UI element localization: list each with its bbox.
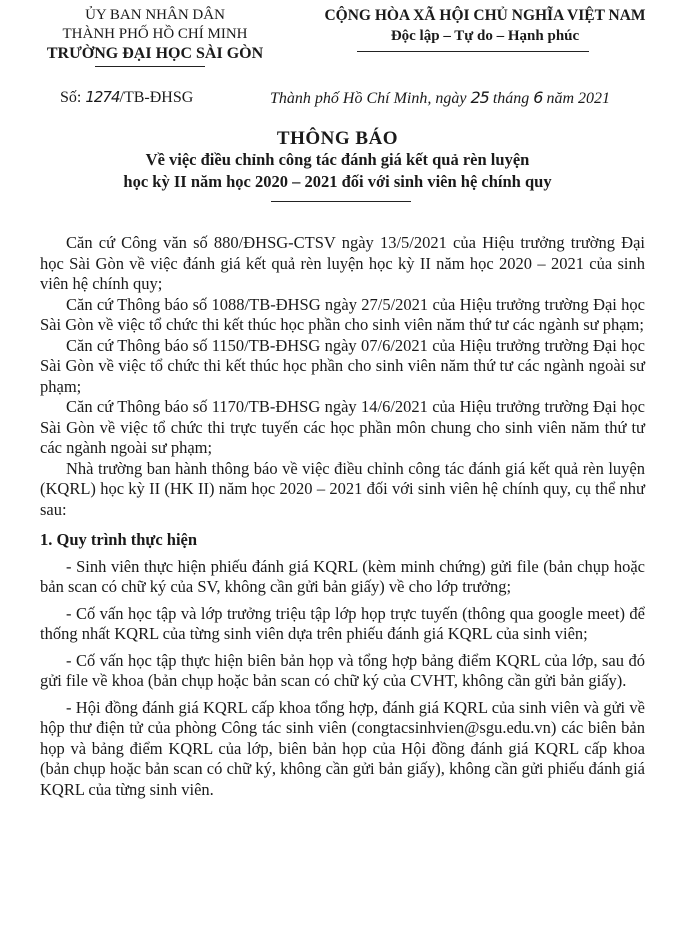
section-1-bullet-4: - Hội đồng đánh giá KQRL cấp khoa tổng hợp, đánh giá KQRL của sinh viên và gửi về hộp thư điện tử của phòng Công tác sinh viên (congtacsinhvien@sgu.edu.vn) các biên bản họp và bảng điểm KQRL của lớp, biên bản họp của Hội đồng đánh giá KQRL cấp khoa (bản chụp hoặc bản scan có chữ ký, không cần gửi bản giấy), không cần gửi phiếu đánh giá KQRL của từng sinh viên. [40,697,645,799]
issuer-underline [95,66,205,67]
document-title: THÔNG BÁO [276,128,399,149]
doc-number-suffix: /TB-ĐHSG [119,89,194,106]
issuer-line-1: ỦY BAN NHÂN DÂN [85,7,225,23]
national-name: CỘNG HÒA XÃ HỘI CHỦ NGHĨA VIỆT NAM [324,7,646,24]
paragraph-basis-3: Căn cứ Thông báo số 1150/TB-ĐHSG ngày 07/6/2021 của Hiệu trưởng trường Đại học Sài Gòn về việc tổ chức thi kết thúc học phần cho sinh viên năm thứ tư các ngành ngoài sư phạm; [40,335,645,396]
section-1-bullet-3: - Cố vấn học tập thực hiện biên bản họp và tổng hợp bảng điểm KQRL của lớp, sau đó gửi file về khoa (bản chụp hoặc bản scan có chữ ký của CVHT, không cần gửi bản giấy). [40,650,645,690]
issuer-header [0,6,310,63]
paragraph-basis-2: Căn cứ Thông báo số 1088/TB-ĐHSG ngày 27/5/2021 của Hiệu trưởng trường Đại học Sài Gòn về việc tổ chức thi kết thúc học phần cho sinh viên năm thứ tư các ngành sư phạm; [40,294,645,334]
date-day-handwritten: 25 [470,88,489,107]
paragraph-basis-1: Căn cứ Công văn số 880/ĐHSG-CTSV ngày 13/5/2021 của Hiệu trưởng trường Đại học Sài Gòn về việc đánh giá kết quả rèn luyện học kỳ II năm học 2020 – 2021 của sinh viên hệ chính quy; [40,233,645,293]
date-line [270,88,610,108]
subtitle-line-1: Về việc điều chỉnh công tác đánh giá kết quả rèn luyện [145,150,530,169]
national-header [300,6,670,47]
paragraph-intro: Nhà trường ban hành thông báo về việc điều chỉnh công tác đánh giá kết quả rèn luyện (KQRL) học kỳ II (HK II) năm học 2020 – 2021 đối với sinh viên hệ chính quy, cụ thể như sau: [40,458,645,519]
date-month-handwritten: 6 [533,88,543,107]
date-part-3: năm 2021 [542,90,611,107]
doc-number-prefix: Số: [60,89,86,106]
subtitle-line-2: học kỳ II năm học 2020 – 2021 đối với sinh viên hệ chính quy [123,172,552,191]
section-1-bullet-1: - Sinh viên thực hiện phiếu đánh giá KQRL (kèm minh chứng) gửi file (bản chụp hoặc bản scan có chữ ký của SV, không cần gửi bản giấy) về cho lớp trưởng; [40,556,645,596]
date-part-1: Thành phố Hồ Chí Minh, ngày [270,90,471,107]
national-motto: Độc lập – Tự do – Hạnh phúc [390,28,580,44]
doc-number-handwritten: 1274 [85,88,120,106]
issuer-line-3: TRƯỜNG ĐẠI HỌC SÀI GÒN [46,45,264,62]
section-1-heading: 1. Quy trình thực hiện [40,530,198,549]
paragraph-basis-4: Căn cứ Thông báo số 1170/TB-ĐHSG ngày 14/6/2021 của Hiệu trưởng trường Đại học Sài Gòn về việc tổ chức thi trực tuyến các học phần môn chung cho sinh viên năm thứ tư các ngành ngoài sư phạm; [40,397,645,457]
document-number [60,88,193,107]
issuer-line-2: THÀNH PHỐ HỒ CHÍ MINH [62,26,248,42]
document-body [40,233,645,806]
title-underline [271,201,411,202]
section-1-bullet-2: - Cố vấn học tập và lớp trưởng triệu tập lớp họp trực tuyến (thông qua google meet) để thống nhất KQRL của từng sinh viên dựa trên phiếu đánh giá KQRL của sinh viên; [40,603,645,643]
date-part-2: tháng [488,90,534,107]
motto-underline [357,51,589,52]
